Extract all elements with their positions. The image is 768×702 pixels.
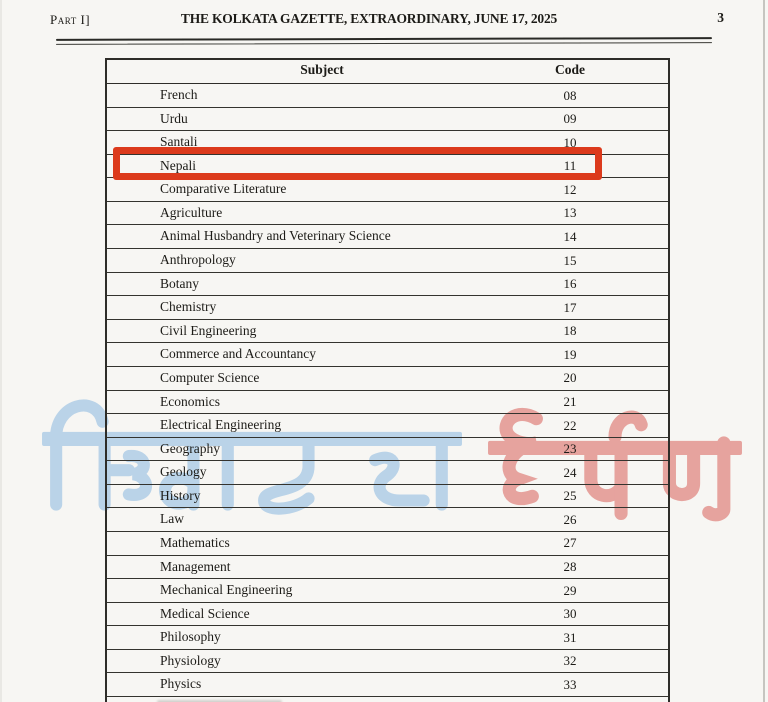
code-cell: 23 bbox=[563, 441, 577, 457]
subject-cell: Law bbox=[160, 511, 184, 527]
subject-cell: Anthropology bbox=[160, 252, 236, 268]
subject-cell: Medical Science bbox=[160, 605, 250, 621]
subject-cell: Management bbox=[160, 558, 231, 574]
table-row bbox=[107, 508, 668, 532]
code-cell: 10 bbox=[563, 134, 577, 150]
table-row bbox=[107, 249, 668, 273]
subject-cell: Animal Husbandry and Veterinary Science bbox=[160, 228, 391, 244]
subject-cell: Computer Science bbox=[160, 369, 260, 385]
table-row bbox=[107, 579, 668, 603]
table-row bbox=[107, 650, 668, 674]
table-row bbox=[107, 225, 668, 249]
code-cell: 13 bbox=[563, 205, 577, 221]
subject-cell: Civil Engineering bbox=[160, 322, 257, 338]
gazette-title: THE KOLKATA GAZETTE, EXTRAORDINARY, JUNE 17, 2025 bbox=[180, 11, 558, 26]
partial-row-cutoff bbox=[107, 697, 668, 702]
code-cell: 31 bbox=[563, 629, 577, 645]
code-cell: 30 bbox=[563, 606, 577, 622]
table-row bbox=[107, 320, 668, 344]
table-row bbox=[107, 296, 668, 320]
subject-cell: Commerce and Accountancy bbox=[160, 346, 316, 362]
code-column-header: Code bbox=[555, 62, 585, 77]
code-cell: 25 bbox=[563, 488, 577, 504]
subject-cell: Electrical Engineering bbox=[160, 417, 282, 433]
subject-cell: Agriculture bbox=[160, 204, 223, 220]
subject-cell: French bbox=[160, 87, 198, 102]
scan-edge-right bbox=[763, 0, 765, 702]
subject-column-header: Subject bbox=[300, 62, 344, 77]
code-cell: 15 bbox=[563, 252, 577, 268]
code-cell: 14 bbox=[563, 228, 577, 244]
table-row bbox=[107, 532, 668, 556]
code-cell: 16 bbox=[563, 276, 577, 292]
table-row bbox=[107, 673, 668, 697]
code-cell: 11 bbox=[563, 158, 577, 174]
subject-cell: Economics bbox=[160, 393, 220, 409]
code-cell: 18 bbox=[563, 323, 577, 339]
table-row bbox=[107, 485, 668, 509]
code-cell: 32 bbox=[563, 653, 577, 669]
subject-cell: Urdu bbox=[160, 110, 188, 126]
code-cell: 09 bbox=[563, 111, 577, 127]
subject-cell: Comparative Literature bbox=[160, 181, 287, 197]
code-cell: 29 bbox=[563, 582, 577, 598]
table-row bbox=[107, 556, 668, 580]
table-row bbox=[107, 343, 668, 367]
subject-cell: Geography bbox=[160, 440, 220, 456]
code-cell: 33 bbox=[563, 676, 577, 692]
table-row bbox=[107, 438, 668, 462]
code-cell: 12 bbox=[563, 181, 577, 197]
subject-cell: Physics bbox=[160, 676, 202, 692]
code-cell: 27 bbox=[563, 535, 577, 551]
table-row bbox=[107, 178, 668, 202]
table-row bbox=[107, 603, 668, 627]
part-label: Part I] bbox=[50, 12, 91, 27]
code-cell: 21 bbox=[563, 394, 577, 410]
table-row bbox=[107, 84, 668, 108]
table-row bbox=[107, 626, 668, 650]
code-cell: 22 bbox=[563, 417, 577, 433]
scan-edge-left bbox=[0, 0, 2, 702]
code-cell: 24 bbox=[563, 464, 577, 480]
subject-cell: Botany bbox=[160, 275, 199, 291]
highlight-box bbox=[113, 147, 602, 180]
table-row bbox=[107, 202, 668, 226]
code-cell: 20 bbox=[563, 370, 577, 386]
subject-cell: Physiology bbox=[160, 652, 221, 668]
page-number: 3 bbox=[717, 10, 724, 25]
table-row bbox=[107, 108, 668, 132]
subject-cell: Geology bbox=[160, 464, 207, 480]
code-cell: 17 bbox=[563, 299, 577, 315]
subject-cell: Philosophy bbox=[160, 629, 221, 645]
table-row bbox=[107, 367, 668, 391]
subject-cell: Mechanical Engineering bbox=[160, 582, 293, 598]
subject-cell: Chemistry bbox=[160, 299, 217, 315]
code-cell: 28 bbox=[563, 559, 577, 575]
table-header-row bbox=[107, 60, 668, 84]
subject-cell: History bbox=[160, 487, 201, 503]
code-cell: 19 bbox=[563, 346, 577, 362]
table-row bbox=[107, 391, 668, 415]
subject-cell: Mathematics bbox=[160, 534, 230, 550]
code-cell: 26 bbox=[563, 511, 577, 527]
code-cell: 08 bbox=[563, 87, 577, 103]
subject-cell: Santali bbox=[160, 134, 198, 150]
table-row bbox=[107, 414, 668, 438]
header-divider bbox=[56, 37, 712, 45]
table-row bbox=[107, 273, 668, 297]
table-row bbox=[107, 461, 668, 485]
subject-cell: Nepali bbox=[160, 157, 196, 173]
